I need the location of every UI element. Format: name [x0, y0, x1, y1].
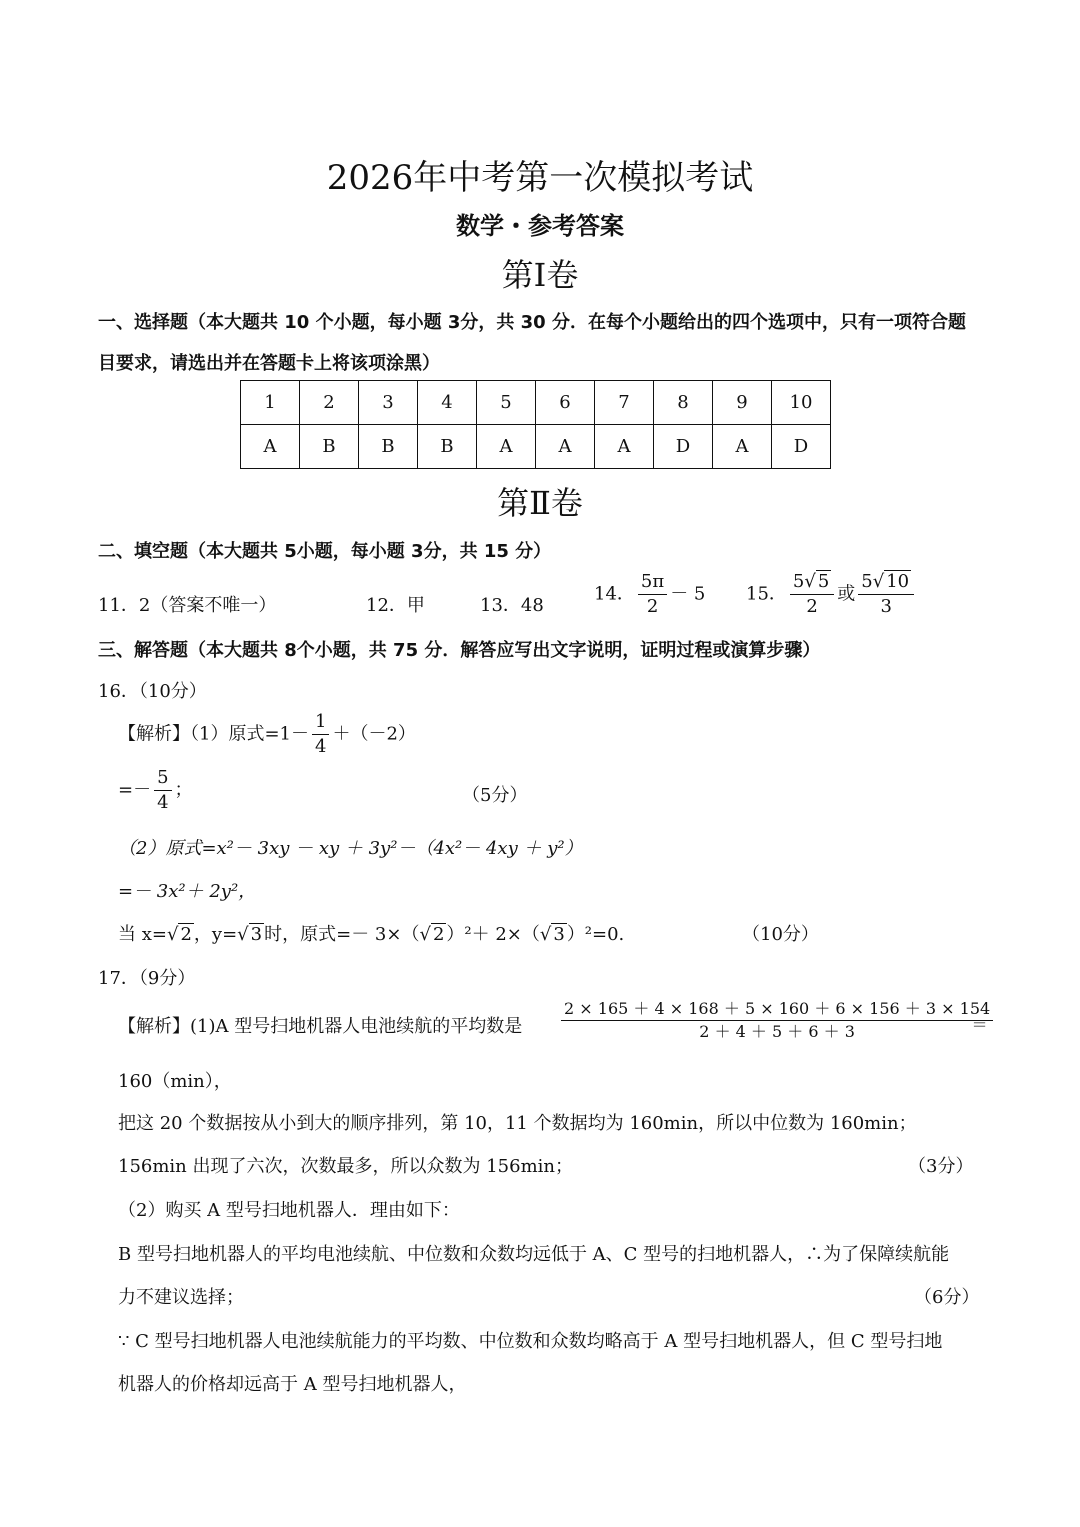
question-number-cell: 4	[418, 381, 477, 425]
radicand: 2	[432, 924, 445, 945]
q17-line3: 把这 20 个数据按从小到大的顺序排列，第 10，11 个数据均为 160min，所以中位数为 160min；	[118, 1113, 917, 1134]
fraction-denominator: 4	[157, 791, 169, 813]
answer-15	[746, 572, 917, 617]
answer-table-numbers-row	[241, 381, 831, 425]
radicand: 10	[886, 571, 910, 592]
volume-two-title: 第Ⅱ卷	[497, 484, 583, 522]
fraction-denominator: 4	[315, 735, 327, 757]
fraction-numerator: 1	[312, 712, 329, 735]
q16-line3: （2）原式=x²－ 3xy － xy ＋ 3y²－（4x²－ 4xy ＋ y²）	[118, 838, 583, 859]
fraction-denominator: 2 ＋ 4 ＋ 5 ＋ 6 ＋ 3	[699, 1021, 855, 1041]
q16-line5-mid2: 时，原式=－ 3×（	[264, 924, 420, 945]
radicand: 3	[250, 924, 263, 945]
q17-line6: B 型号扫地机器人的平均电池续航、中位数和众数均远低于 A、C 型号的扫地机器人，∴为了保障续航能	[118, 1244, 950, 1265]
answer-11: 11．2（答案不唯一）	[98, 595, 277, 616]
answer-cell: A	[241, 425, 300, 469]
question-number-cell: 9	[713, 381, 772, 425]
answer-cell: A	[477, 425, 536, 469]
q17-line2: 160（min），	[118, 1071, 232, 1092]
fraction	[858, 572, 914, 617]
q17-line7: 力不建议选择；	[118, 1287, 244, 1308]
q17-line4: 156min 出现了六次，次数最多，所以众数为 156min；	[118, 1156, 573, 1177]
fraction-numerator: 5π	[638, 572, 667, 595]
question-number-cell: 3	[359, 381, 418, 425]
answer-12: 12．甲	[366, 595, 425, 616]
question-number-cell: 7	[595, 381, 654, 425]
answer-cell: A	[536, 425, 595, 469]
question-number-cell: 10	[772, 381, 831, 425]
q16-line5: 当 x=√ 2 ，y=√ 3 时，原式=－ 3×（√ 2 ）²＋ 2×（√ 3 ）²=0.	[118, 924, 625, 945]
answer-table-answers-row	[241, 425, 831, 469]
fraction-numerator: 5√ 5	[790, 572, 834, 595]
q17-line9: 机器人的价格却远高于 A 型号扫地机器人，	[118, 1374, 467, 1395]
fraction-numerator: 2 × 165 ＋ 4 × 168 ＋ 5 × 160 ＋ 6 × 156 ＋ 3 × 154	[561, 1000, 993, 1021]
q17-score-3: （3分）	[908, 1156, 974, 1177]
q17-mean-fraction	[558, 1000, 996, 1040]
q16-line5-pre: 当 x=	[118, 924, 167, 945]
question-number-cell: 8	[654, 381, 713, 425]
q17-line1-pre: 【解析】(1)A 型号扫地机器人电池续航的平均数是	[118, 1016, 523, 1037]
answer-cell: B	[418, 425, 477, 469]
fraction-numerator: 5	[154, 768, 171, 791]
fraction	[312, 712, 329, 757]
question-number-cell: 1	[241, 381, 300, 425]
fraction-denominator: 2	[806, 595, 818, 617]
volume-one-title: 第Ⅰ卷	[501, 256, 579, 294]
answer-cell: A	[595, 425, 654, 469]
question-number-cell: 2	[300, 381, 359, 425]
fraction-denominator: 2	[646, 595, 659, 617]
q16-line2-pre: =－	[118, 779, 152, 801]
question-number-cell: 6	[536, 381, 595, 425]
answer-table	[240, 380, 831, 469]
radicand: 2	[180, 924, 192, 945]
exam-title: 2026年中考第一次模拟考试	[326, 158, 754, 198]
q16-line5-mid: ，y=	[193, 924, 238, 945]
q16-line2	[118, 768, 193, 813]
q16-line5-end: ）²=0.	[566, 924, 625, 945]
section2-heading: 二、填空题（本大题共 5小题，每小题 3分，共 15 分）	[98, 541, 552, 562]
subject-title: 数学・参考答案	[456, 212, 624, 240]
q17-title: 17．（9分）	[98, 968, 196, 989]
q16-line1	[118, 712, 416, 757]
answer-14	[594, 572, 705, 617]
q16-line1-post: ＋（－2）	[332, 723, 416, 745]
q16-line5-mid3: ）²＋ 2×（	[446, 924, 540, 945]
answer-14-label: 14．	[594, 583, 635, 605]
fraction-denominator: 3	[880, 595, 892, 617]
answer-cell: B	[300, 425, 359, 469]
q17-line8: ∵ C 型号扫地机器人电池续航能力的平均数、中位数和众数均略高于 A 型号扫地机器人，但 C 型号扫地	[118, 1331, 943, 1352]
radicand: 5	[817, 571, 830, 592]
answer-15-or: 或	[837, 583, 856, 605]
fraction	[638, 572, 667, 617]
section1-heading-line2: 目要求，请选出并在答题卡上将该项涂黑）	[98, 353, 440, 374]
fraction	[790, 572, 834, 617]
q16-score-5: （5分）	[462, 785, 528, 806]
q17-score-6: （6分）	[914, 1287, 980, 1308]
section3-heading: 三、解答题（本大题共 8个小题，共 75 分．解答应写出文字说明，证明过程或演算步骤）	[98, 640, 821, 661]
q16-line2-post: ；	[174, 779, 193, 801]
coefficient: 5	[792, 571, 805, 592]
answer-cell: D	[654, 425, 713, 469]
section1-heading-line1: 一、选择题（本大题共 10 个小题，每小题 3分，共 30 分．在每个小题给出的四个选项中，只有一项符合题	[98, 312, 966, 333]
q16-line4: =－ 3x²＋ 2y²，	[118, 881, 257, 902]
answer-13: 13．48	[480, 595, 544, 616]
fraction-numerator: 5√ 10	[858, 572, 914, 595]
answer-cell: A	[713, 425, 772, 469]
radicand: 3	[553, 924, 565, 945]
answer-14-tail: － 5	[670, 583, 706, 605]
q16-line1-pre: 【解析】（1）原式=1－	[118, 723, 309, 745]
q17-line5: （2）购买 A 型号扫地机器人．理由如下：	[118, 1200, 460, 1221]
q16-title: 16．（10分）	[98, 681, 207, 702]
coefficient: 5	[861, 571, 873, 592]
q16-score-10: （10分）	[742, 924, 819, 945]
answer-15-label: 15．	[746, 583, 787, 605]
fraction	[561, 1000, 993, 1040]
answer-cell: B	[359, 425, 418, 469]
question-number-cell: 5	[477, 381, 536, 425]
q17-equals: =	[972, 1014, 988, 1035]
answer-cell: D	[772, 425, 831, 469]
fraction	[154, 768, 171, 813]
